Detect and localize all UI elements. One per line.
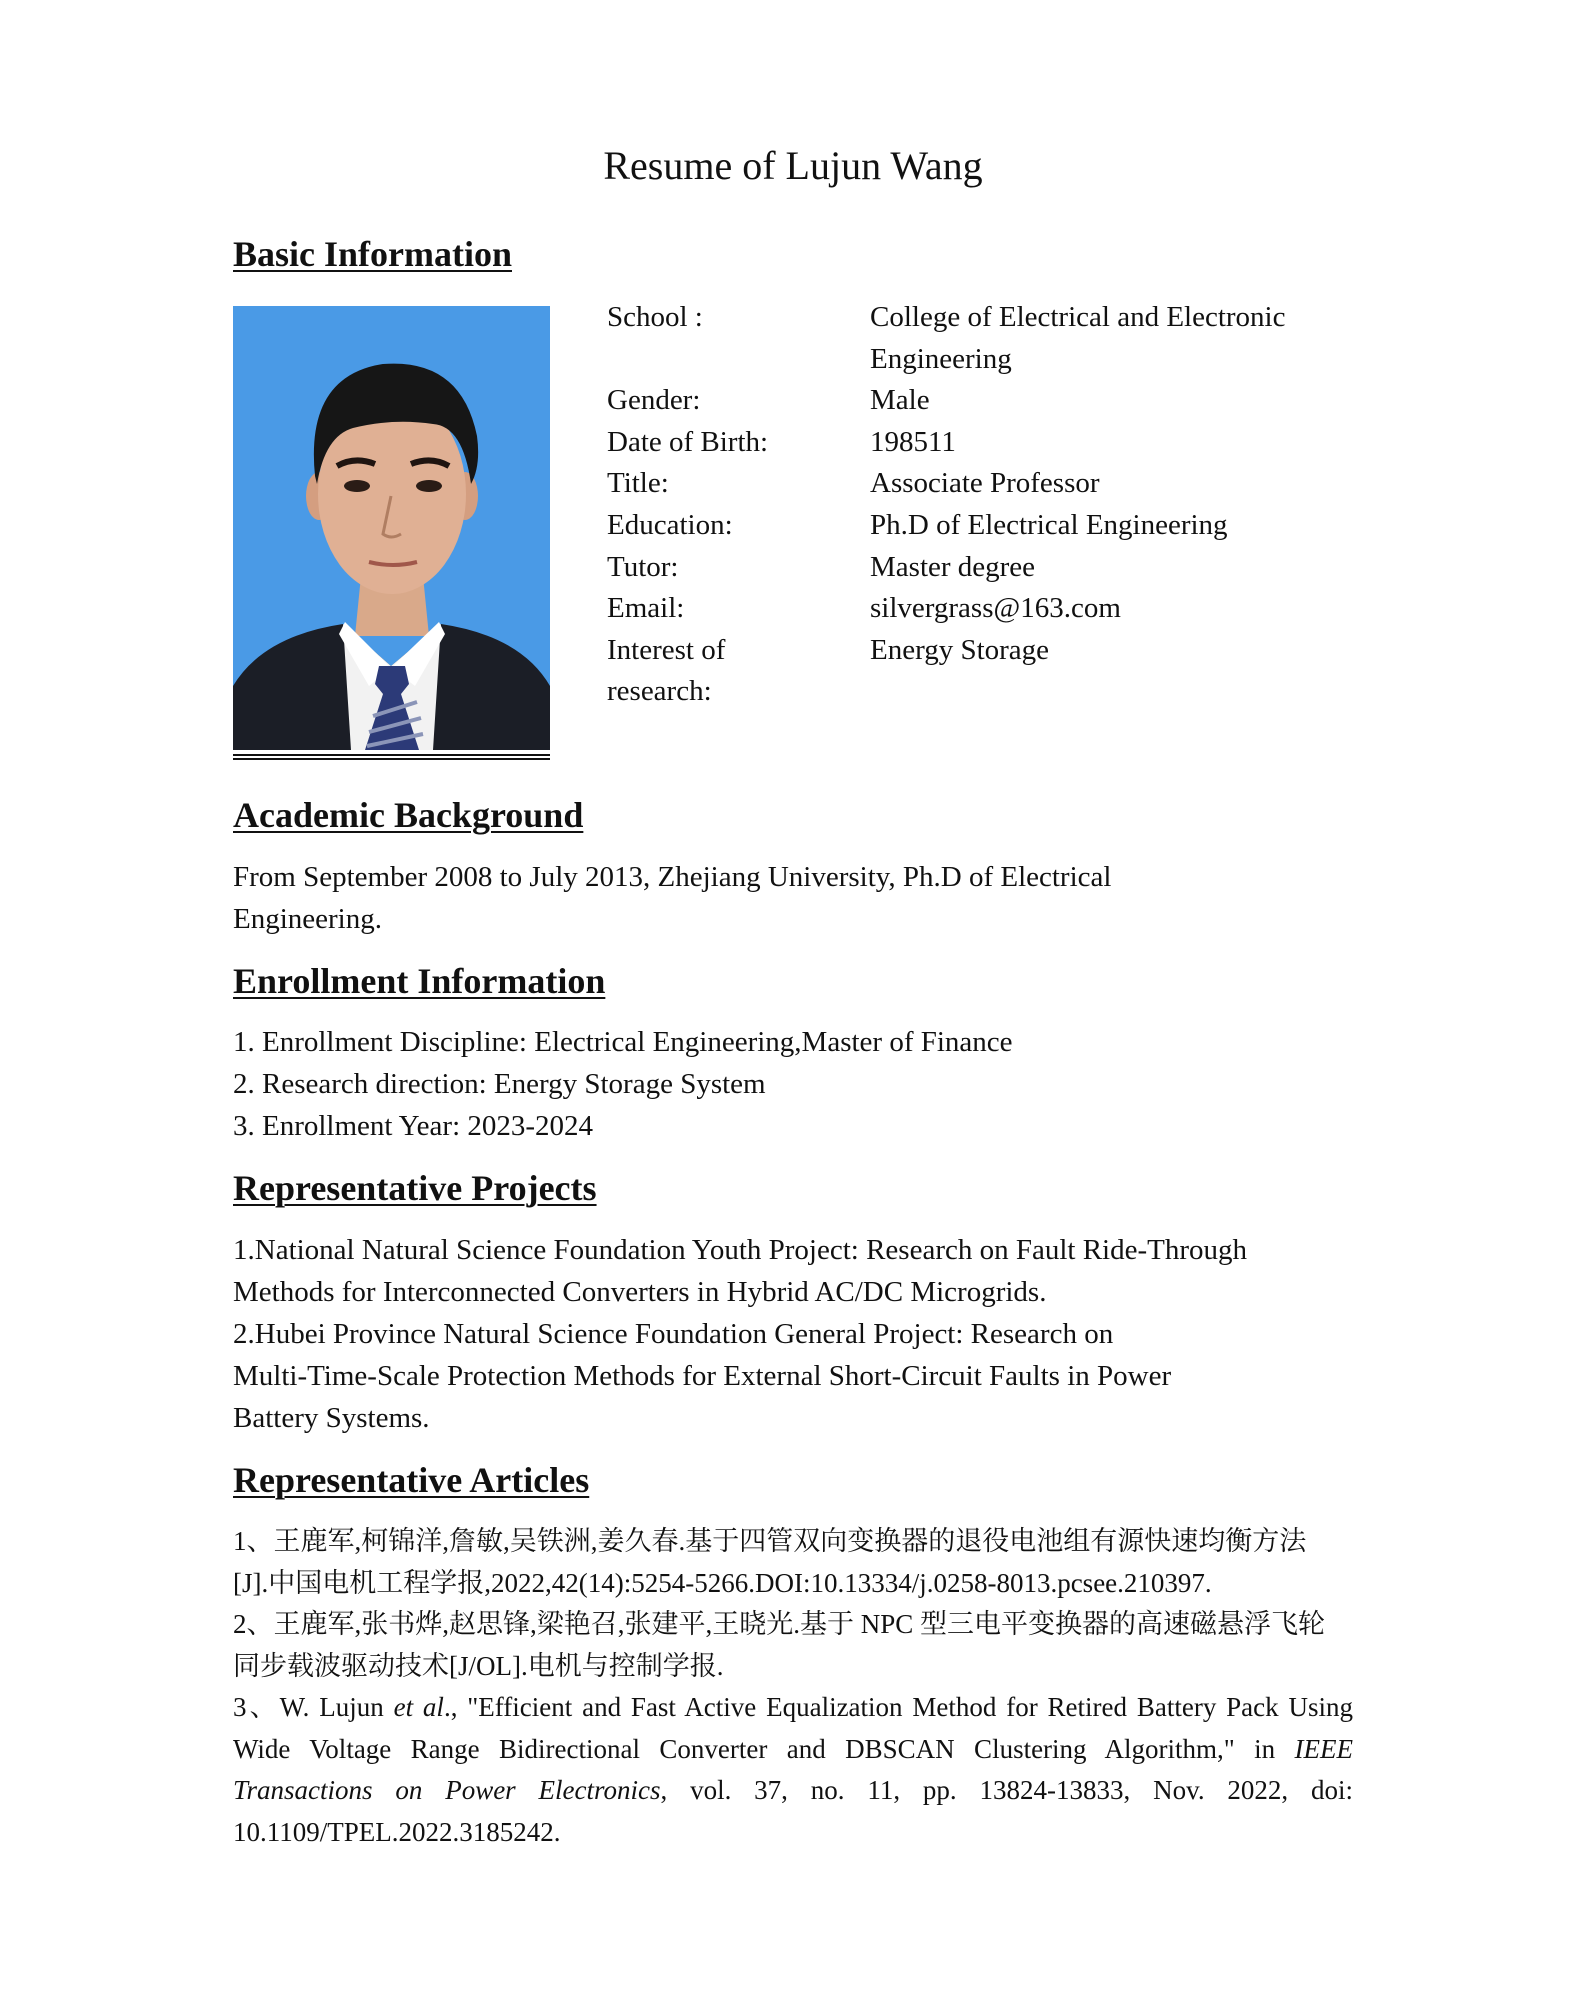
gender-value: Male <box>870 384 930 416</box>
article3-prefix: 3、W. Lujun <box>233 1692 394 1722</box>
interest-label-line1: Interest of <box>607 634 726 666</box>
academic-paragraph <box>233 856 1353 940</box>
title-label: Title: <box>607 467 669 499</box>
school-label: School : <box>607 301 703 333</box>
email-value: silvergrass@163.com <box>870 592 1121 624</box>
article-line: 同步载波驱动技术[J/OL].电机与控制学报. <box>233 1650 724 1681</box>
heading-representative-articles: Representative Articles <box>233 1460 590 1500</box>
article-line: [J].中国电机工程学报,2022,42(14):5254-5266.DOI:10.13334/j.0258-8013.pcsee.210397. <box>233 1567 1212 1598</box>
academic-line: Engineering. <box>233 903 382 935</box>
education-label: Education: <box>607 509 733 541</box>
tutor-label: Tutor: <box>607 551 679 583</box>
article-entry-3 <box>233 1687 1353 1853</box>
project-line: Methods for Interconnected Converters in Hybrid AC/DC Microgrids. <box>233 1276 1047 1308</box>
project-line: Multi-Time-Scale Protection Methods for External Short-Circuit Faults in Power <box>233 1360 1172 1392</box>
tutor-value: Master degree <box>870 551 1036 583</box>
school-value-line1: College of Electrical and Electronic <box>870 301 1286 333</box>
list-item: 2. Research direction: Energy Storage System <box>233 1068 766 1100</box>
heading-representative-projects: Representative Projects <box>233 1168 597 1208</box>
projects-list <box>233 1229 1353 1439</box>
article-line: 1、王鹿军,柯锦洋,詹敏,吴铁洲,姜久春.基于四管双向变换器的退役电池组有源快速均衡方法 <box>233 1526 1307 1556</box>
heading-academic-background: Academic Background <box>233 795 584 835</box>
article3-details: , vol. 37, no. 11, pp. 13824-13833, Nov. 2022, doi: 10.1109/TPEL.2022.3185242. <box>233 1775 1353 1847</box>
photo-divider <box>233 758 550 760</box>
article3-title: ., "Efficient and Fast Active Equalization Method for Retired Battery Pack Using Wide Voltage Range Bidirectional Converter and DBSCAN Clustering Algorithm," in <box>233 1692 1353 1764</box>
school-value-line2: Engineering <box>870 343 1012 375</box>
email-label: Email: <box>607 592 685 624</box>
gender-label: Gender: <box>607 384 701 416</box>
project-line: Battery Systems. <box>233 1402 430 1434</box>
photo-divider <box>233 754 550 756</box>
dob-label: Date of Birth: <box>607 426 769 458</box>
project-line: 2.Hubei Province Natural Science Foundation General Project: Research on <box>233 1318 1114 1350</box>
page-title: Resume of Lujun Wang <box>603 143 983 188</box>
article-line: 2、王鹿军,张书烨,赵思锋,梁艳召,张建平,王晓光.基于 NPC 型三电平变换器的高速磁悬浮飞轮 <box>233 1609 1326 1639</box>
portrait-icon <box>233 306 550 750</box>
dob-value: 198511 <box>870 426 956 458</box>
education-value: Ph.D of Electrical Engineering <box>870 509 1228 541</box>
heading-basic-information: Basic Information <box>233 234 512 274</box>
heading-enrollment-information: Enrollment Information <box>233 961 606 1001</box>
project-line: 1.National Natural Science Foundation Youth Project: Research on Fault Ride-Through <box>233 1234 1248 1266</box>
article3-etal: et al <box>393 1692 444 1722</box>
list-item: 3. Enrollment Year: 2023-2024 <box>233 1110 594 1142</box>
enrollment-list <box>233 1021 1353 1147</box>
list-item: 1. Enrollment Discipline: Electrical Engineering,Master of Finance <box>233 1026 1013 1058</box>
interest-value: Energy Storage <box>870 634 1050 666</box>
portrait-photo <box>233 306 550 750</box>
article3-journal: IEEE Transactions on Power Electronics <box>233 1733 1353 1805</box>
academic-line: From September 2008 to July 2013, Zhejiang University, Ph.D of Electrical <box>233 861 1112 893</box>
title-value: Associate Professor <box>870 467 1100 499</box>
interest-label-line2: research: <box>607 675 712 707</box>
articles-list <box>233 1521 1353 1853</box>
